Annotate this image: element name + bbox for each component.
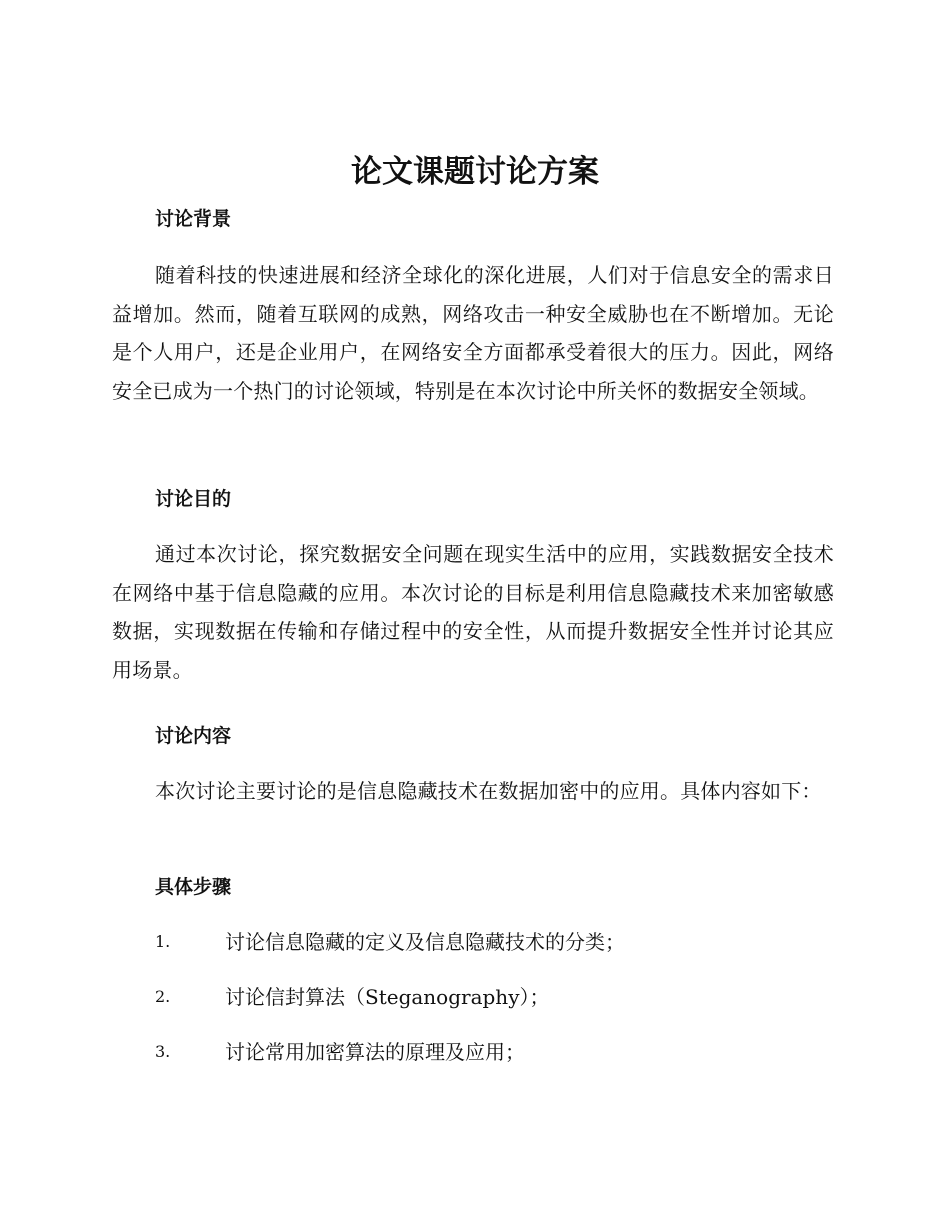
- list-item-text: 讨论常用加密算法的原理及应用；: [225, 1040, 525, 1064]
- list-item-number: 1.: [155, 932, 171, 951]
- section-body-purpose: 通过本次讨论，探究数据安全问题在现实生活中的应用，实践数据安全技术在网络中基于信息隐藏的应用。本次讨论的目标是利用信息隐藏技术来加密敏感数据，实现数据在传输和存储过程中的安全性，从而提升数据安全性并讨论其应用场景。: [112, 542, 834, 682]
- document-title: 论文课题讨论方案: [351, 154, 599, 190]
- list-item-text: 讨论信息隐藏的定义及信息隐藏技术的分类；: [225, 930, 625, 954]
- list-item: [155, 925, 835, 959]
- list-item-number: 3.: [155, 1042, 171, 1061]
- section-heading-steps: 具体步骤: [155, 876, 232, 898]
- section-body-content: 本次讨论主要讨论的是信息隐藏技术在数据加密中的应用。具体内容如下：: [155, 779, 822, 803]
- list-item-text: 讨论信封算法（Steganography）；: [225, 985, 550, 1009]
- section-heading-background: 讨论背景: [155, 208, 232, 230]
- list-item: [155, 1035, 835, 1069]
- section-body-background: 随着科技的快速进展和经济全球化的深化进展，人们对于信息安全的需求日益增加。然而，随着互联网的成熟，网络攻击一种安全威胁也在不断增加。无论是个人用户，还是企业用户，在网络安全方面都承受着很大的压力。因此，网络安全已成为一个热门的讨论领域，特别是在本次讨论中所关怀的数据安全领域。: [112, 263, 834, 403]
- list-item: [155, 980, 835, 1014]
- list-item-number: 2.: [155, 987, 171, 1006]
- section-heading-purpose: 讨论目的: [155, 488, 232, 510]
- section-heading-content: 讨论内容: [155, 725, 232, 747]
